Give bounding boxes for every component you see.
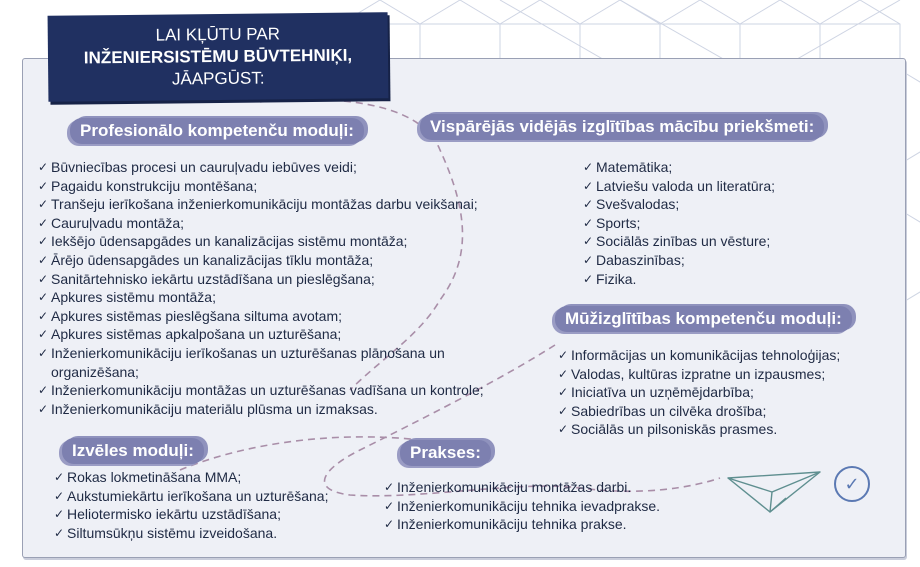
title-line-2: INŽENIERSISTĒMU BŪVTEHNIĶI, bbox=[83, 45, 353, 68]
list-item: ✓ Siltumsūkņu sistēmu izveidošana. bbox=[54, 524, 328, 543]
list-item: ✓ Apkures sistēmu montāža; bbox=[38, 288, 548, 307]
list-item: ✓ Heliotermisko iekārtu uzstādīšana; bbox=[54, 505, 328, 524]
list-item: ✓ Inženierkomunikāciju tehnika prakse. bbox=[384, 515, 660, 534]
general-subjects-list bbox=[583, 158, 775, 288]
list-item: ✓ Būvniecības procesi un cauruļvadu iebūves veidi; bbox=[38, 158, 548, 177]
list-item: ✓ Sports; bbox=[583, 214, 775, 233]
list-item: ✓ Sociālās zinības un vēsture; bbox=[583, 232, 775, 251]
list-item: ✓ Iniciatīva un uzņēmējdarbība; bbox=[558, 383, 840, 402]
list-item: ✓ Sabiedrības un cilvēka drošība; bbox=[558, 402, 840, 421]
list-item: ✓ Dabaszinības; bbox=[583, 251, 775, 270]
list-item: ✓ Fizika. bbox=[583, 270, 775, 289]
list-item: ✓ Aukstumiekārtu ierīkošana un uzturēšana; bbox=[54, 487, 328, 506]
lifelong-modules-heading: Mūžizglītības kompetenču moduļi: bbox=[555, 306, 852, 332]
professional-modules-heading: Profesionālo kompetenču moduļi: bbox=[70, 118, 364, 144]
list-item: ✓ Ārējo ūdensapgādes un kanalizācijas tīklu montāža; bbox=[38, 251, 548, 270]
list-item: ✓ Iekšējo ūdensapgādes un kanalizācijas sistēmu montāža; bbox=[38, 232, 548, 251]
list-item: ✓ Apkures sistēmas apkalpošana un uzturēšana; bbox=[38, 325, 548, 344]
list-item: ✓ Matemātika; bbox=[583, 158, 775, 177]
practices-list bbox=[384, 478, 660, 534]
list-item: ✓ Sanitārtehnisko iekārtu uzstādīšana un pieslēgšana; bbox=[38, 270, 548, 289]
title-banner bbox=[48, 12, 389, 102]
list-item: ✓ Latviešu valoda un literatūra; bbox=[583, 177, 775, 196]
list-item: ✓ Apkures sistēmas pieslēgšana siltuma avotam; bbox=[38, 307, 548, 326]
list-item: ✓ Sociālās un pilsoniskās prasmes. bbox=[558, 420, 840, 439]
elective-modules-heading: Izvēles moduļi: bbox=[62, 438, 204, 464]
title-line-1: LAI KĻŪTU PAR bbox=[155, 24, 281, 45]
list-item: ✓ Pagaidu konstrukciju montēšana; bbox=[38, 177, 548, 196]
list-item: ✓ Tranšeju ierīkošana inženierkomunikāciju montāžas darbu veikšanai; bbox=[38, 195, 548, 214]
lifelong-modules-list bbox=[558, 346, 840, 439]
elective-modules-list bbox=[54, 468, 328, 542]
general-subjects-heading: Vispārējās vidējās izglītības mācību priekšmeti: bbox=[420, 114, 824, 140]
list-item: ✓ Informācijas un komunikācijas tehnoloģijas; bbox=[558, 346, 840, 365]
title-line-3: JĀAPGŪST: bbox=[171, 68, 265, 89]
list-item: ✓ Inženierkomunikāciju montāžas darbi. bbox=[384, 478, 660, 497]
practices-heading: Prakses: bbox=[400, 440, 491, 466]
list-item: ✓ Valodas, kultūras izpratne un izpausmes; bbox=[558, 365, 840, 384]
list-item: ✓ Inženierkomunikāciju tehnika ievadprakse. bbox=[384, 497, 660, 516]
list-item: ✓ Svešvalodas; bbox=[583, 195, 775, 214]
list-item: ✓ Inženierkomunikāciju materiālu plūsma un izmaksas. bbox=[38, 400, 548, 419]
list-item: ✓ Inženierkomunikāciju montāžas un uzturēšanas vadīšana un kontrole; bbox=[38, 381, 548, 400]
list-item: ✓ Rokas lokmetināšana MMA; bbox=[54, 468, 328, 487]
check-circle-icon: ✓ bbox=[834, 466, 870, 502]
professional-modules-list bbox=[38, 158, 548, 418]
list-item: ✓ Cauruļvadu montāža; bbox=[38, 214, 548, 233]
list-item: ✓ Inženierkomunikāciju ierīkošanas un uzturēšanas plānošana un organizēšana; bbox=[38, 344, 521, 381]
